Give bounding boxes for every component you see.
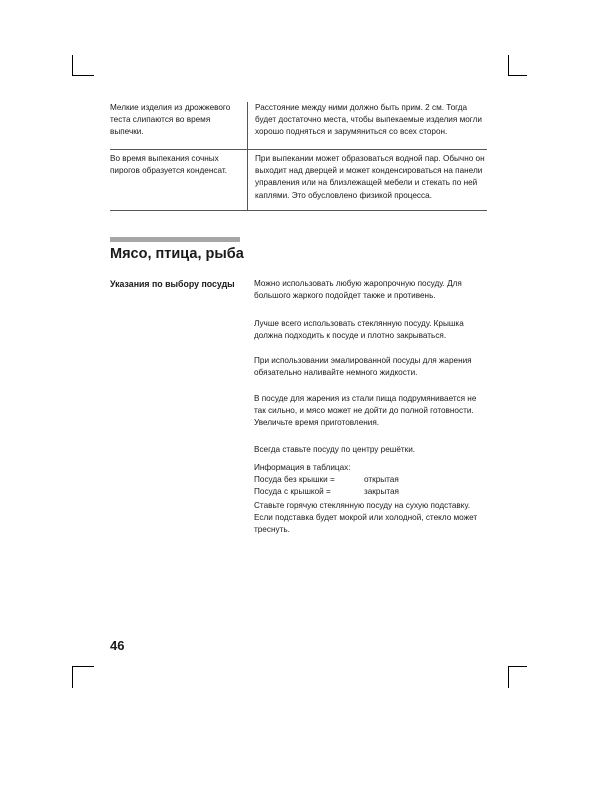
crop-mark-top-right-vertical (508, 55, 509, 75)
info-value: закрытая (364, 487, 399, 497)
info-block (254, 462, 490, 499)
table-cell-problem: Мелкие изделия из дрожжевого теста слипаются во время выпечки. (110, 103, 231, 137)
crop-mark-bottom-right-vertical (508, 666, 509, 688)
table-cell-problem: Во время выпекания сочных пирогов образуется конденсат. (110, 154, 227, 176)
column-divider (247, 102, 248, 149)
paragraph: При использовании эмалированной посуды для жарения обязательно наливайте немного жидкости. (254, 356, 472, 378)
table-cell-solution: Расстояние между ними должно быть прим. 2 см. Тогда будет достаточно места, чтобы выпекаемые изделия могли хорошо подняться и зарумяниться со всех сторон. (255, 103, 482, 137)
section-heading-bar (110, 237, 240, 242)
table-cell-solution: При выпекании может образоваться водной пар. Обычно он выходит над дверцей и может конденсироваться на панели управления или на близлежащей мебели и стекать по ней каплями. Это обусловлено физикой процесса. (255, 154, 485, 200)
crop-mark-top-right-horizontal (508, 75, 527, 76)
info-label: Посуда с крышкой = (254, 487, 331, 497)
info-heading: Информация в таблицах: (254, 463, 351, 472)
crop-mark-bottom-left-vertical (72, 666, 73, 688)
crop-mark-bottom-left-horizontal (72, 666, 94, 667)
column-divider (247, 149, 248, 210)
info-row (254, 474, 490, 486)
crop-mark-top-left-vertical (72, 55, 73, 75)
paragraph: Всегда ставьте посуду по центру решётки. (254, 445, 416, 454)
table-row (110, 153, 487, 211)
troubleshooting-table (110, 102, 487, 210)
info-label: Посуда без крышки = (254, 475, 335, 485)
paragraph: В посуде для жарения из стали пища подрумянивается не так сильно, и мясо может не дойти до полной готовности. Увеличьте время приготовления. (254, 394, 477, 428)
paragraph: Можно использовать любую жаропрочную посуду. Для большого жаркого подойдет также и противень. (254, 279, 462, 301)
subheading: Указания по выбору посуды (110, 279, 235, 289)
paragraph: Лучше всего использовать стеклянную посуду. Крышка должна подходить к посуде и плотно закрываться. (254, 319, 464, 341)
paragraph: Ставьте горячую стеклянную посуду на сухую подставку. Если подставка будет мокрой или холодной, стекло может треснуть. (254, 501, 478, 535)
section-title: Мясо, птица, рыба (110, 246, 244, 262)
info-value: открытая (364, 475, 399, 485)
page-number: 46 (110, 638, 125, 653)
info-row (254, 486, 490, 498)
crop-mark-top-left-horizontal (72, 75, 94, 76)
crop-mark-bottom-right-horizontal (508, 666, 527, 667)
table-row (110, 102, 487, 150)
